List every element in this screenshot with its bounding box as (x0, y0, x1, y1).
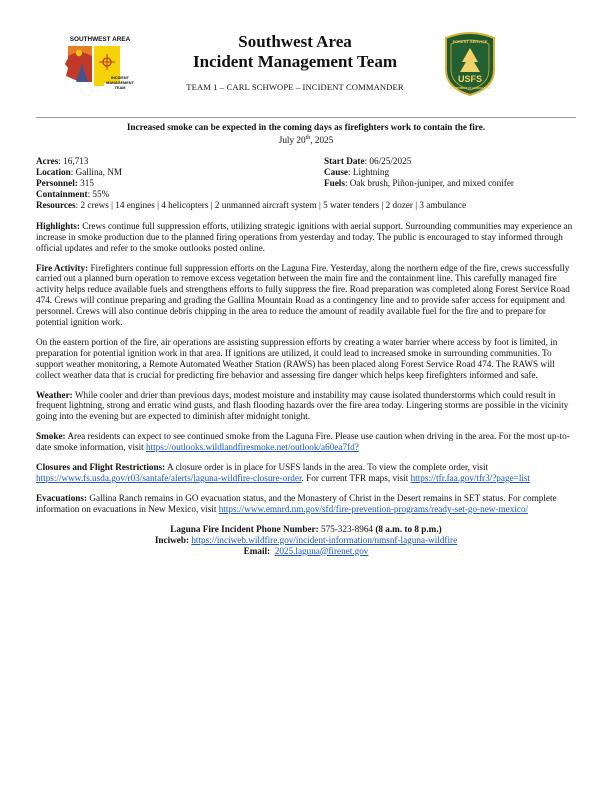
fuels: Fuels: Oak brush, Piñon-juniper, and mixed conifer (324, 177, 514, 188)
tfr-maps-link[interactable]: https://tfr.faa.gov/tfr3/?page=list (410, 473, 531, 483)
evacuations-link[interactable]: https://www.emnrd.nm.gov/sfd/fire-prevention-programs/ready-set-go-new-mexico/ (218, 503, 529, 514)
forest-service-shield-icon (444, 30, 496, 96)
logo-text-management: MANAGEMENT (106, 81, 134, 85)
email-link[interactable]: 2025.laguna@firenet.gov (274, 545, 369, 556)
smoke-paragraph: Smoke: Area residents can expect to see continued smoke from the Laguna Fire. Please use caution when driving in the area. For the most up-to-date smoke information, visit https://outlooks.wildlandfiresmoke.net/outlook/a60ea7fd? (36, 431, 570, 453)
cause: Cause: Lightning (324, 166, 390, 177)
email-line: Email: 2025.laguna@firenet.gov (243, 545, 369, 556)
incident-facts (36, 156, 576, 200)
inciweb-link[interactable]: https://inciweb.wildfire.gov/incident-information/nmsnf-laguna-wildfire (191, 534, 458, 545)
headline: Increased smoke can be expected in the coming days as firefighters work to contain the fire. (126, 122, 486, 132)
contact-footer (36, 524, 576, 557)
badge-bottom-text: DEPARTMENT OF AGRICULTURE (449, 87, 491, 90)
report-date: July 20th, 2025 (278, 134, 334, 145)
highlights-paragraph: Highlights: Crews continue full suppression efforts, utilizing strategic ignitions with aerial support. Surrounding communities may experience an increase in smoke production due to the planned firing operations from yesterday and today. The public is encouraged to stay informed through official updates and refer to the smoke outlooks posted online. (36, 220, 573, 253)
fire-activity-paragraph: Fire Activity: Firefighters continue full suppression efforts on the Laguna Fire. Yesterday, along the northern edge of the fire, crews successfully carried out a planned burn operation to remove excess vegetation between the main fire and the containment line. This carefully managed fire activity helps reduce available fuels and strengthens efforts to fully suppress the fire. Road preparation was completed along Forest Service Road 474. Crews will continue preparing and grading the Gallina Mountain Road as a contingency line and to provide safer access for equipment and personnel. Crews will also continue debris chipping in the area to reduce the amount of readily available fuel for the fire and to prepare for potential ignition work. (36, 262, 570, 328)
personnel: Personnel: 315 (36, 177, 94, 188)
header (0, 30, 612, 100)
title-line-1: Southwest Area (238, 32, 352, 51)
southwest-area-imt-logo (60, 34, 140, 96)
containment: Containment: 55% (36, 188, 110, 199)
facts-left-column (36, 156, 306, 200)
content (36, 122, 576, 556)
acres: Acres: 16,713 (36, 155, 89, 166)
smoke-outlook-link[interactable]: https://outlooks.wildlandfiresmoke.net/outlook/a60ea7fd? (145, 442, 359, 453)
badge-letters: USFS (457, 74, 483, 84)
evacuations-paragraph: Evacuations: Gallina Ranch remains in GO evacuation status, and the Monastery of Christ in the Desert remains in SET status. For complete information on evacuations in New Mexico, visit https://www.emnrd.nm.gov/sfd/fire-prevention-programs/ready-set-go-new-mexico/ (36, 492, 557, 514)
team-line: TEAM 1 – CARL SCHWOPE – INCIDENT COMMANDER (186, 82, 404, 92)
logo-text-team: TEAM (114, 86, 126, 90)
header-divider (36, 117, 576, 118)
title-block (150, 32, 440, 92)
location: Location: Gallina, NM (36, 166, 123, 177)
resources: Resources: 2 crews | 14 engines | 4 helicopters | 2 unmanned aircraft system | 5 water tenders | 2 dozer | 3 ambulance (36, 199, 467, 210)
logo-text-incident: INCIDENT (111, 76, 129, 80)
phone-line: Laguna Fire Incident Phone Number: 575-323-8964 (8 a.m. to 8 p.m.) (170, 523, 442, 534)
badge-top-text: FOREST SERVICE (452, 39, 488, 44)
closures-paragraph: Closures and Flight Restrictions: A closure order is in place for USFS lands in the area. To view the complete order, visit https://www.fs.usda.gov/r03/santafe/alerts/laguna-wildfire-closure-order. For current TFR maps, visit https://tfr.faa.gov/tfr3/?page=list (36, 462, 531, 483)
logo-text-top: SOUTHWEST AREA (69, 36, 131, 43)
weather-paragraph: Weather: While cooler and drier than previous days, modest moisture and instability may cause isolated thunderstorms which could result in frequent lightning, strong and erratic wind gusts, and flash flooding hazards over the fire area today. Lingering storms are possible in the vicinity going into the evening but are expected to diminish after midnight tonight. (36, 389, 569, 422)
inciweb-line: Inciweb: https://inciweb.wildfire.gov/incident-information/nmsnf-laguna-wildfire (154, 534, 458, 545)
closure-order-link[interactable]: https://www.fs.usda.gov/r03/santafe/alerts/laguna-wildfire-closure-order (36, 473, 302, 483)
start-date: Start Date: 06/25/2025 (324, 155, 412, 166)
title-line-2: Incident Management Team (193, 52, 397, 71)
fire-activity-paragraph-2: On the eastern portion of the fire, air operations are assisting suppression efforts by creating a water barrier where access by foot is limited, in preparation for potential ignition work in that area. If ignitions are utilized, it could lead to increased smoke in surrounding communities. To support weather monitoring, a Remote Automated Weather Station (RAWS) has been placed along Forest Service Road 474. The RAWS will collect weather data that is crucial for predicting fire behavior and assessing fire danger which helps keep firefighters informed and safe. (36, 336, 558, 380)
facts-right-column (324, 156, 576, 189)
